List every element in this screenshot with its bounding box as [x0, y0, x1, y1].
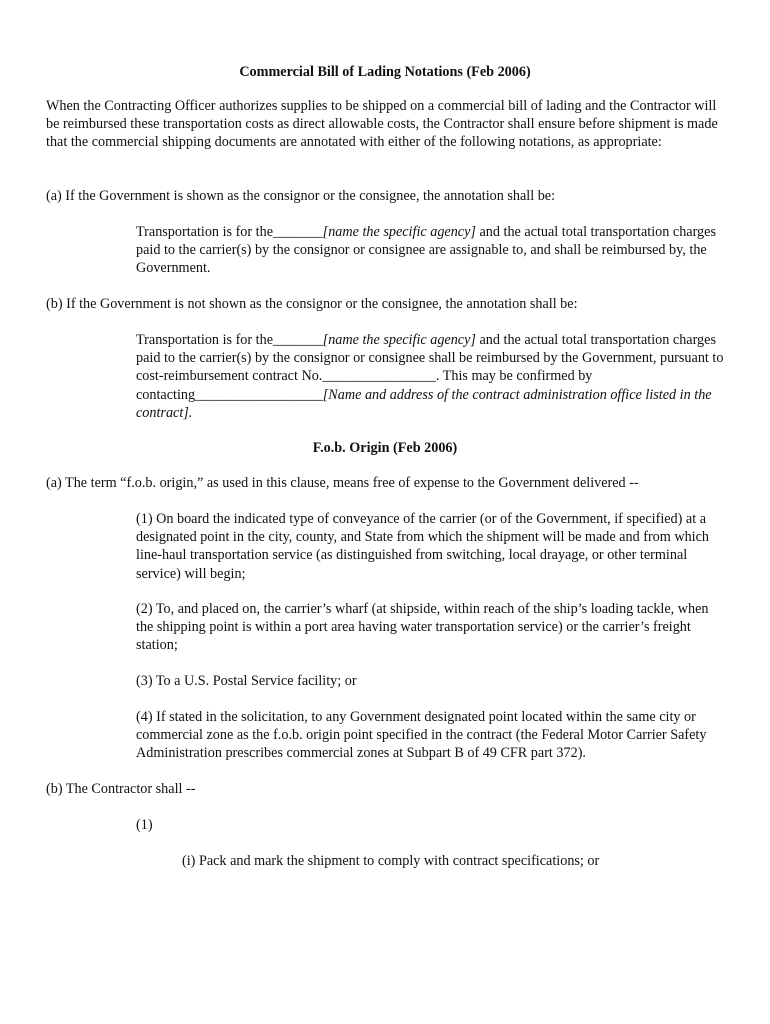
annotation-b-text-start: Transportation is for the_______ [136, 332, 323, 348]
paragraph-b-government-not-shown: (b) If the Government is not shown as the consignor or the consignee, the annotation shall be: [46, 296, 578, 312]
fob-paragraph-b: (b) The Contractor shall -- [46, 781, 196, 797]
clause-title-fob-origin: F.o.b. Origin (Feb 2006) [312, 440, 458, 456]
annotation-b-text-middle: and the actual total transportation charges paid to the carrier(s) by the consignor or consignee shall be reimbursed by the Government, pursuant to cost-reimbursement contract No.________________. This may be confirmed by contacting__________________ [136, 332, 724, 403]
annotation-a-text-start: Transportation is for the_______ [136, 224, 323, 240]
fob-item-4: (4) If stated in the solicitation, to any Government designated point located within the same city or commercial zone as the f.o.b. origin point specified in the contract (the Federal Motor Carrier Safety Administration prescribes commercial zones at Subpart B of 49 CFR part 372). [136, 709, 707, 762]
annotation-b-agency-placeholder: [name the specific agency] [322, 332, 476, 348]
fob-b-item-1: (1) [136, 817, 153, 833]
paragraph-a-government-shown: (a) If the Government is shown as the consignor or the consignee, the annotation shall be: [46, 188, 556, 204]
fob-item-3: (3) To a U.S. Postal Service facility; or [136, 673, 357, 689]
clause-title-bill-of-lading: Commercial Bill of Lading Notations (Feb 2006) [239, 64, 531, 80]
fob-paragraph-a: (a) The term “f.o.b. origin,” as used in this clause, means free of expense to the Government delivered -- [46, 475, 639, 491]
annotation-b-block [136, 331, 726, 422]
fob-item-2: (2) To, and placed on, the carrier’s wharf (at shipside, within reach of the ship’s loading tackle, when the shipping point is within a port area having water transportation service) or the carrier’s freight station; [136, 601, 709, 654]
fob-b-item-1-i: (i) Pack and mark the shipment to comply with contract specifications; or [182, 853, 600, 869]
annotation-b-office-placeholder: [Name and address of the contract administration office listed in the contract]. [136, 386, 712, 421]
annotation-a-block [136, 223, 726, 278]
clause-intro-paragraph: When the Contracting Officer authorizes supplies to be shipped on a commercial bill of lading and the Contractor will be reimbursed these transportation costs as direct allowable costs, the Contractor shall ensure before shipment is made that the commercial shipping documents are annotated with either of the following notations, as appropriate: [46, 98, 718, 151]
annotation-a-agency-placeholder: [name the specific agency] [322, 224, 476, 240]
annotation-a-text-end: and the actual total transportation charges paid to the carrier(s) by the consignor or consignee are assignable to, and shall be reimbursed by, the Government. [136, 224, 716, 277]
fob-item-1: (1) On board the indicated type of conveyance of the carrier (or of the Government, if specified) at a designated point in the city, county, and State from which the shipment will be made and from which line-haul transportation service (as distinguished from switching, local drayage, or other terminal service) will begin; [136, 511, 710, 582]
